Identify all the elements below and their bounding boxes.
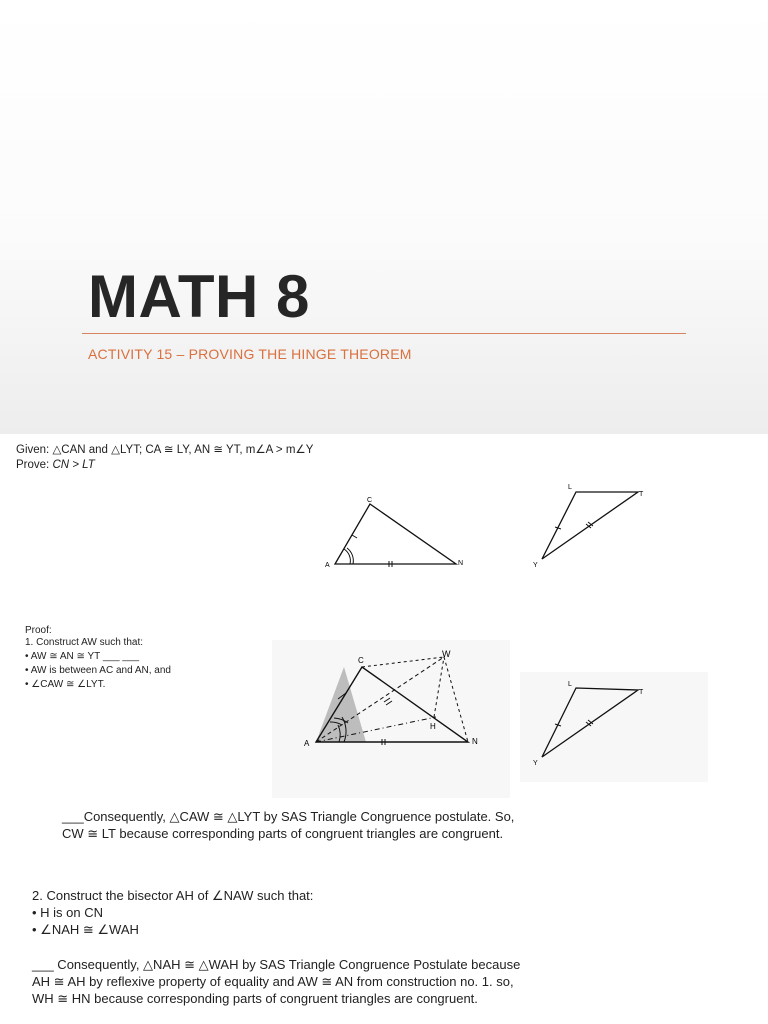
fig2-label-w: W — [442, 649, 451, 659]
vertex-label-n: N — [458, 560, 464, 567]
step-2-intro: 2. Construct the bisector AH of ∠NAW such that: — [32, 888, 314, 903]
consequently-1-line-2: CW ≅ LT because corresponding parts of congruent triangles are congruent. — [62, 826, 504, 841]
construction-figure — [296, 645, 492, 757]
consequently-1-line-1: ___Consequently, △CAW ≅ △LYT by SAS Triangle Congruence postulate. So, — [62, 809, 515, 824]
title-band — [0, 0, 768, 434]
vertex2-label-t: T — [639, 689, 644, 696]
given-text: △CAN and △LYT; CA ≅ LY, AN ≅ YT, m∠A > m∠Y — [52, 444, 314, 456]
fig2-label-a: A — [304, 739, 310, 748]
triangle-can-figure — [318, 492, 468, 574]
vertex2-label-y: Y — [533, 760, 538, 767]
vertex-label-c: C — [367, 497, 373, 504]
fig2-label-h: H — [430, 722, 436, 731]
given-line — [16, 443, 313, 458]
vertex-label-y: Y — [533, 562, 538, 569]
triangle-lyt-figure-2 — [530, 676, 650, 768]
proof-heading: Proof: — [25, 625, 52, 636]
step-2-line-2: AH ≅ AH by reflexive property of equality and AW ≅ AN from construction no. 1. so, — [32, 974, 514, 989]
vertex-label-l: L — [568, 484, 572, 491]
vertex2-label-l: L — [568, 681, 572, 688]
prove-label: Prove: — [16, 459, 53, 471]
prove-text: CN > LT — [52, 459, 95, 471]
fig2-label-n: N — [472, 737, 478, 746]
prove-line — [16, 458, 95, 473]
step-2-bullet-2: • ∠NAH ≅ ∠WAH — [32, 922, 139, 937]
triangle-lyt-figure — [530, 480, 650, 570]
vertex-label-a: A — [325, 562, 330, 569]
proof-bullet-1: • AW ≅ AN ≅ YT ___ ___ — [25, 651, 140, 662]
slide-subtitle: ACTIVITY 15 – PROVING THE HINGE THEOREM — [88, 346, 412, 362]
proof-bullet-3: • ∠CAW ≅ ∠LYT. — [25, 679, 106, 690]
title-divider — [82, 333, 686, 334]
vertex-label-t: T — [639, 491, 644, 498]
slide-title: MATH 8 — [88, 263, 310, 330]
step-2-line-3: WH ≅ HN because corresponding parts of congruent triangles are congruent. — [32, 991, 478, 1006]
step-2-bullet-1: • H is on CN — [32, 905, 104, 920]
proof-step-1: 1. Construct AW such that: — [25, 637, 144, 648]
proof-bullet-2: • AW is between AC and AN, and — [25, 665, 171, 676]
step-2-line-1: ___ Consequently, △NAH ≅ △WAH by SAS Triangle Congruence Postulate because — [32, 957, 521, 972]
fig2-label-c: C — [358, 656, 364, 665]
given-label: Given: — [16, 444, 53, 456]
